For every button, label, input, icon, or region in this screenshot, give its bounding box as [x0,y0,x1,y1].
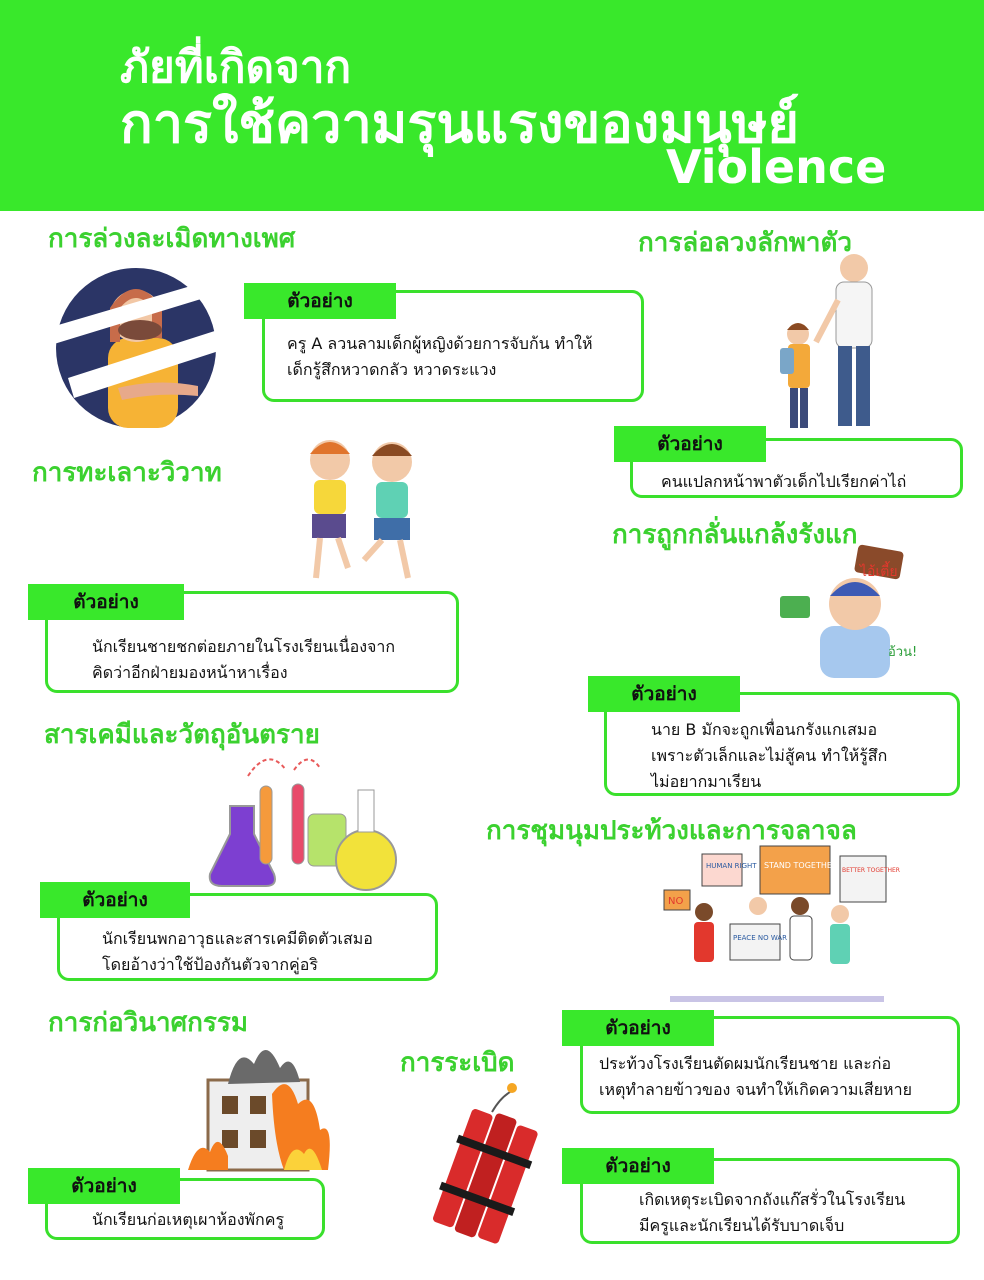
title-line-2: การใช้ความรุนแรงของมนุษย์ [120,92,799,155]
chemicals-illustration [208,746,398,892]
heading-sabotage: การก่อวินาศกรรม [48,1008,248,1038]
quarrel-illustration [290,430,430,588]
protest-sign-stand-together: STAND TOGETHER [764,861,838,870]
example-label-chemicals: ตัวอย่าง [40,882,190,918]
kidnap-illustration [776,250,896,440]
example-label-protest: ตัวอย่าง [562,1010,714,1046]
example-label-sexual-abuse: ตัวอย่าง [244,283,396,319]
example-text-protest: ประท้วงโรงเรียนตัดผมนักเรียนชาย และก่อ เหตุทำลายข้าวของ จนทำให้เกิดความเสียหาย [599,1054,912,1099]
heading-kidnap: การล่อลวงลักพาตัว [638,228,852,258]
example-text-sabotage: นักเรียนก่อเหตุเผาห้องพักครู [92,1210,285,1229]
example-text-bullying: นาย B มักจะถูกเพื่อนกรังแกเสมอ เพราะตัวเล็กและไม่สู้คน ทำให้รู้สึก ไม่อยากมาเรียน [651,720,888,791]
example-text-chemicals: นักเรียนพกอาวุธและสารเคมีติดตัวเสมอ โดยอ้างว่าใช้ป้องกันตัวจากคู่อริ [102,929,373,974]
sexual-abuse-illustration [48,268,228,438]
explosion-illustration [430,1078,550,1254]
heading-quarrel: การทะเลาะวิวาท [32,458,222,488]
example-text-kidnap: คนแปลกหน้าพาตัวเด็กไปเรียกค่าไถ่ [661,472,907,491]
example-label-explosion: ตัวอย่าง [562,1148,714,1184]
heading-explosion: การระเบิด [400,1048,515,1078]
example-label-kidnap: ตัวอย่าง [614,426,766,462]
example-text-sexual-abuse: ครู A ลวนลามเด็กผู้หญิงด้วยการจับก้น ทำให้ เด็กรู้สึกหวาดกลัว หวาดระแวง [287,334,593,379]
heading-protest: การชุมนุมประท้วงและการจลาจล [486,816,857,846]
heading-bullying: การถูกกลั่นแกล้งรังแก [612,520,858,550]
example-text-explosion: เกิดเหตุระเบิดจากถังแก๊สรั่วในโรงเรียน มีครูและนักเรียนได้รับบาดเจ็บ [639,1190,906,1235]
protest-illustration [664,842,900,1002]
heading-chemicals: สารเคมีและวัตถุอันตราย [44,720,320,750]
title-line-1: ภัยที่เกิดจาก [120,42,352,93]
example-text-quarrel: นักเรียนชายชกต่อยภายในโรงเรียนเนื่องจาก คิดว่าอีกฝ่ายมองหน้าหาเรื่อง [92,637,396,682]
protest-sign-better-together: BETTER TOGETHER [842,867,900,874]
protest-sign-peace: PEACE NO WAR [733,934,788,942]
example-label-bullying: ตัวอย่าง [588,676,740,712]
example-label-quarrel: ตัวอย่าง [28,584,184,620]
title-english: Violence [666,140,887,194]
bullying-illustration [780,548,930,678]
sabotage-illustration [188,1034,338,1174]
bully-sign-text: ไอ้เตี้ย [860,564,898,580]
protest-sign-no: NO [668,896,684,907]
bully-sign-text-2: อ้วน! [888,645,918,660]
example-label-sabotage: ตัวอย่าง [28,1168,180,1204]
heading-sexual-abuse: การล่วงละเมิดทางเพศ [48,224,296,254]
protest-sign-human-right: HUMAN RIGHT [706,862,757,870]
header-banner [0,0,984,211]
